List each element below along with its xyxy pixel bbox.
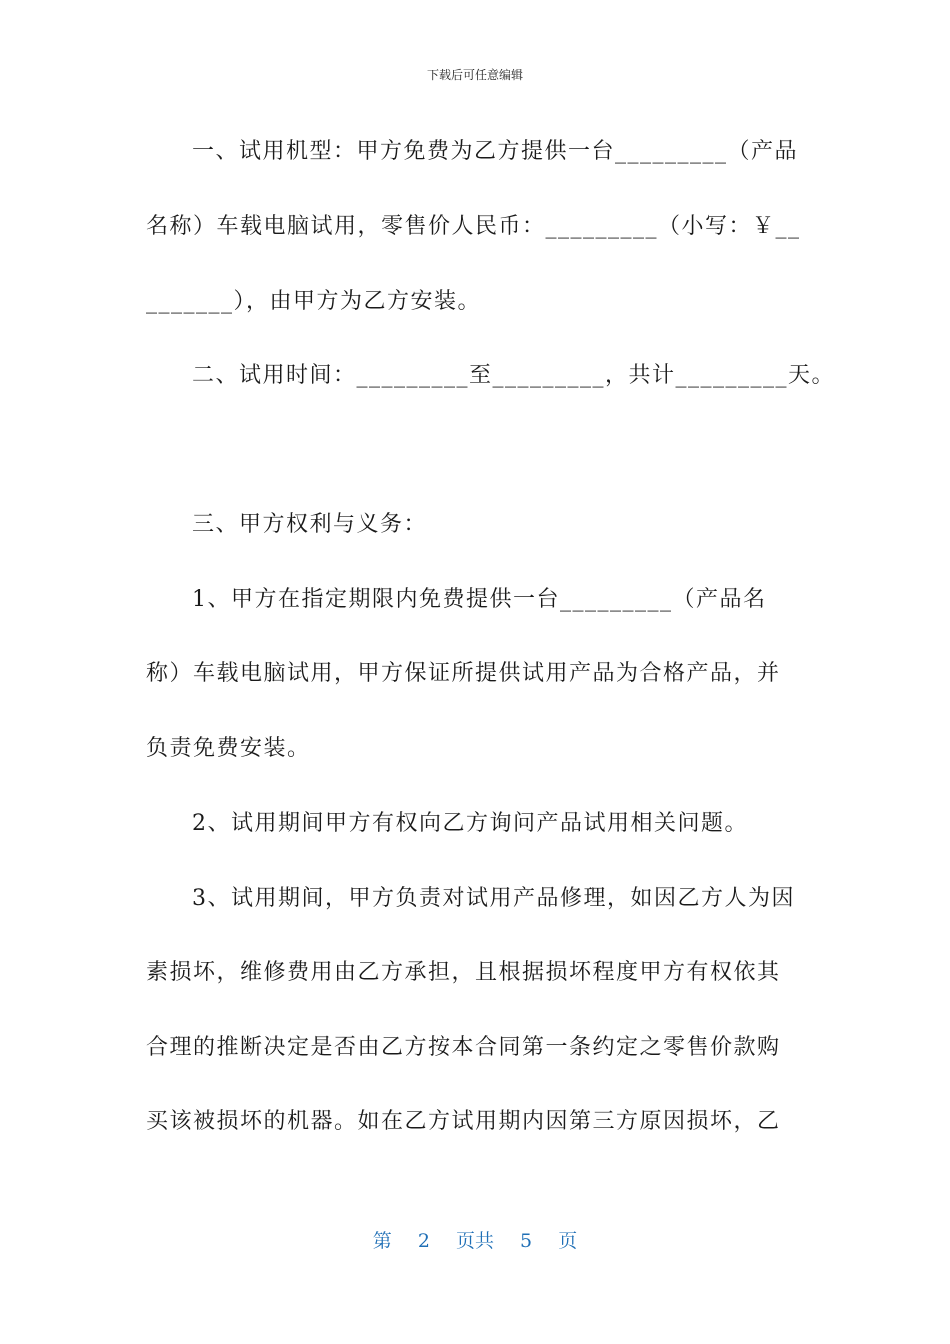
- paragraph-line: 合理的推断决定是否由乙方按本合同第一条约定之零售价款购: [146, 1035, 781, 1060]
- paragraph-line: 负责免费安装。: [146, 736, 311, 761]
- paragraph-line: 2、试用期间甲方有权向乙方询问产品试用相关问题。: [192, 811, 748, 836]
- page-header: 下载后可任意编辑: [426, 68, 523, 82]
- paragraph-line: 称）车载电脑试用，甲方保证所提供试用产品为合格产品，并: [146, 661, 781, 686]
- paragraph-line: 一、试用机型：甲方免费为乙方提供一台_________（产品: [192, 139, 799, 164]
- paragraph-line: 二、试用时间：_________至_________，共计_________天。: [192, 363, 836, 388]
- page-footer: [0, 1226, 950, 1253]
- paragraph-line: 3、试用期间，甲方负责对试用产品修理，如因乙方人为因: [192, 886, 795, 911]
- footer-middle: 页共: [455, 1230, 494, 1252]
- paragraph-line: 买该被损坏的机器。如在乙方试用期内因第三方原因损坏，乙: [146, 1109, 781, 1134]
- total-pages-number: 5: [520, 1230, 533, 1252]
- current-page-number: 2: [417, 1230, 430, 1252]
- paragraph-line: 名称）车载电脑试用，零售价人民币：_________（小写：￥__: [146, 214, 801, 239]
- footer-suffix: 页: [558, 1230, 578, 1252]
- paragraph-line: 1、甲方在指定期限内免费提供一台_________（产品名: [192, 587, 767, 612]
- section-heading: 三、甲方权利与义务：: [192, 512, 428, 537]
- paragraph-line: _______），由甲方为乙方安装。: [146, 289, 482, 314]
- footer-prefix: 第: [372, 1230, 392, 1252]
- paragraph-line: 素损坏，维修费用由乙方承担，且根据损坏程度甲方有权依其: [146, 960, 781, 985]
